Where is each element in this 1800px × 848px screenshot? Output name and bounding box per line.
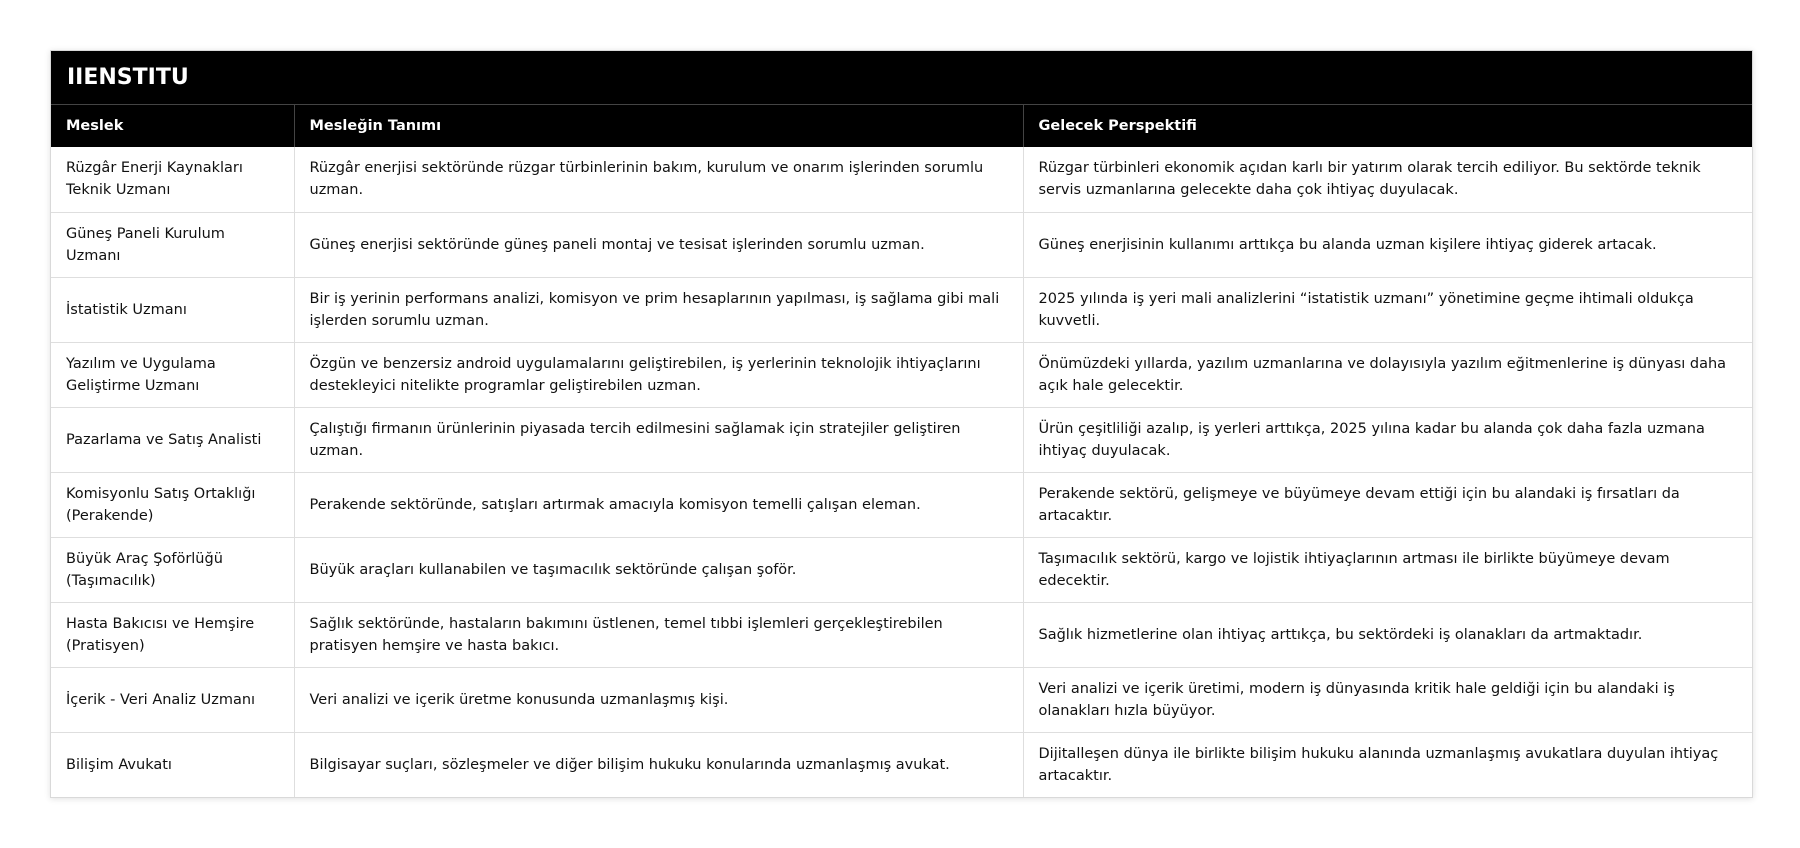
table-row [51,342,1752,407]
cell-meslek: Büyük Araç Şoförlüğü (Taşımacılık) [51,537,294,602]
cell-perspektif: 2025 yılında iş yeri mali analizlerini “istatistik uzmanı” yönetimine geçme ihtimali oldukça kuvvetli. [1023,277,1752,342]
table-header [51,105,1752,147]
cell-tanim: Çalıştığı firmanın ürünlerinin piyasada tercih edilmesini sağlamak için stratejiler geliştiren uzman. [294,407,1023,472]
cell-perspektif: Güneş enerjisinin kullanımı arttıkça bu alanda uzman kişilere ihtiyaç giderek artacak. [1023,212,1752,277]
table-row [51,732,1752,797]
table-row [51,407,1752,472]
column-header-tanim: Mesleğin Tanımı [294,105,1023,147]
cell-tanim: Veri analizi ve içerik üretme konusunda uzmanlaşmış kişi. [294,667,1023,732]
table-title: IIENSTITU [51,51,1752,105]
cell-meslek: Komisyonlu Satış Ortaklığı (Perakende) [51,472,294,537]
jobs-table-card [50,50,1753,798]
header-row [51,105,1752,147]
cell-tanim: Bilgisayar suçları, sözleşmeler ve diğer bilişim hukuku konularında uzmanlaşmış avukat. [294,732,1023,797]
cell-meslek: İstatistik Uzmanı [51,277,294,342]
table-row [51,277,1752,342]
cell-perspektif: Dijitalleşen dünya ile birlikte bilişim hukuku alanında uzmanlaşmış avukatlara duyulan ihtiyaç artacaktır. [1038,745,1719,784]
table-row [51,667,1752,732]
jobs-table [51,105,1752,797]
cell-tanim: Büyük araçları kullanabilen ve taşımacılık sektöründe çalışan şoför. [294,537,1023,602]
cell-meslek: Hasta Bakıcısı ve Hemşire (Pratisyen) [51,602,294,667]
cell-perspektif: Önümüzdeki yıllarda, yazılım uzmanlarına ve dolayısıyla yazılım eğitmenlerine iş dünyası daha açık hale gelecektir. [1023,342,1752,407]
cell-perspektif: Veri analizi ve içerik üretimi, modern iş dünyasında kritik hale geldiği için bu alandaki iş olanakları hızla büyüyor. [1023,667,1752,732]
cell-meslek: Rüzgâr Enerji Kaynakları Teknik Uzmanı [51,147,294,212]
cell-tanim: Bir iş yerinin performans analizi, komisyon ve prim hesaplarının yapılması, iş sağlama gibi mali işlerden sorumlu uzman. [294,277,1023,342]
cell-tanim: Rüzgâr enerjisi sektöründe rüzgar türbinlerinin bakım, kurulum ve onarım işlerinden sorumlu uzman. [294,147,1023,212]
cell-meslek: Bilişim Avukatı [51,732,294,797]
cell-tanim: Perakende sektöründe, satışları artırmak amacıyla komisyon temelli çalışan eleman. [294,472,1023,537]
column-header-perspektif: Gelecek Perspektifi [1023,105,1752,147]
table-row [51,537,1752,602]
table-row [51,472,1752,537]
cell-tanim: Güneş enerjisi sektöründe güneş paneli montaj ve tesisat işlerinden sorumlu uzman. [294,212,1023,277]
column-header-meslek: Meslek [51,105,294,147]
table-row [51,602,1752,667]
cell-meslek: Yazılım ve Uygulama Geliştirme Uzmanı [51,342,294,407]
cell-meslek: İçerik - Veri Analiz Uzmanı [51,667,294,732]
cell-perspektif: Rüzgar türbinleri ekonomik açıdan karlı bir yatırım olarak tercih ediliyor. Bu sektörde teknik servis uzmanlarına gelecekte daha çok ihtiyaç duyulacak. [1023,147,1752,212]
table-row [51,147,1752,212]
cell-tanim: Özgün ve benzersiz android uygulamalarını geliştirebilen, iş yerlerinin teknolojik ihtiyaçlarını destekleyici nitelikte programlar geliştirebilen uzman. [294,342,1023,407]
cell-perspektif: Perakende sektörü, gelişmeye ve büyümeye devam ettiği için bu alandaki iş fırsatları da artacaktır. [1023,472,1752,537]
cell-perspektif: Sağlık hizmetlerine olan ihtiyaç arttıkça, bu sektördeki iş olanakları da artmaktadır. [1023,602,1752,667]
table-row [51,212,1752,277]
cell-tanim: Sağlık sektöründe, hastaların bakımını üstlenen, temel tıbbi işlemleri gerçekleştirebilen pratisyen hemşire ve hasta bakıcı. [294,602,1023,667]
cell-perspektif: Ürün çeşitliliği azalıp, iş yerleri arttıkça, 2025 yılına kadar bu alanda çok daha fazla uzmana ihtiyaç duyulacak. [1023,407,1752,472]
cell-meslek: Pazarlama ve Satış Analisti [51,407,294,472]
cell-perspektif: Taşımacılık sektörü, kargo ve lojistik ihtiyaçlarının artması ile birlikte büyümeye devam edecektir. [1023,537,1752,602]
cell-meslek: Güneş Paneli Kurulum Uzmanı [51,212,294,277]
table-body [51,147,1752,797]
